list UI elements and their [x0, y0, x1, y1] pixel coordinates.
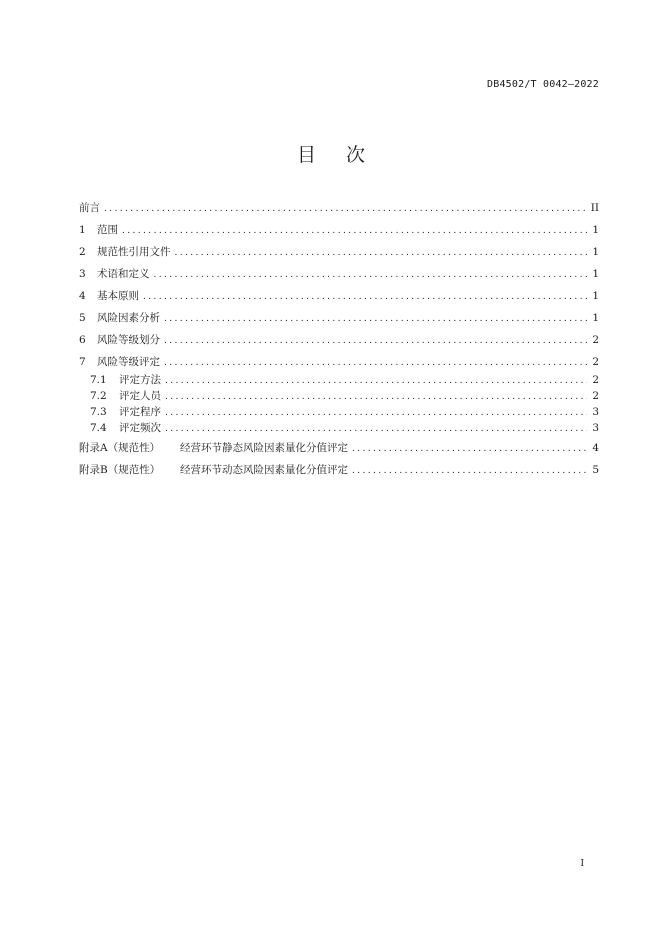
toc-entry-number: 2 — [79, 246, 86, 258]
toc-entry-number: 6 — [79, 334, 86, 346]
toc-leader-dots — [352, 466, 587, 476]
toc-entry-6[interactable] — [79, 332, 599, 354]
toc-entry-label: 规范性引用文件 — [97, 246, 171, 258]
toc-entry-label: 经营环节静态风险因素量化分值评定 — [180, 442, 348, 454]
toc-entry-label: 术语和定义 — [97, 268, 150, 280]
toc-entry-page: 3 — [592, 406, 599, 418]
toc-entry-1[interactable] — [79, 222, 599, 244]
toc-leader-dots — [164, 314, 587, 324]
toc-entry-number: 5 — [79, 312, 86, 324]
page-title: 目次 — [296, 144, 395, 166]
toc-entry-foreword[interactable] — [79, 200, 599, 222]
toc-entry-number: 7 — [79, 356, 86, 368]
toc-leader-dots — [143, 292, 587, 302]
toc-entry-number: 7.1 — [90, 374, 107, 386]
toc-entry-3[interactable] — [79, 266, 599, 288]
toc-entry-label: 基本原则 — [97, 290, 139, 302]
toc-entry-label: 风险等级评定 — [97, 356, 160, 368]
toc-entry-page: 2 — [592, 374, 599, 386]
toc-entry-label: 评定频次 — [119, 422, 161, 434]
toc-entry-label: 评定方法 — [119, 374, 161, 386]
toc-entry-7-1[interactable] — [79, 372, 599, 388]
toc-leader-dots — [165, 376, 587, 386]
toc-entry-label: 经营环节动态风险因素量化分值评定 — [180, 464, 348, 476]
toc-entry-number: 3 — [79, 268, 86, 280]
toc-entry-page: 2 — [592, 356, 599, 368]
toc-leader-dots — [175, 248, 588, 258]
toc-entry-page: 1 — [592, 268, 599, 280]
toc-leader-dots — [165, 424, 587, 434]
toc-entry-label: 风险因素分析 — [97, 312, 160, 324]
toc-entry-label: 评定人员 — [119, 390, 161, 402]
toc-entry-number: 7.2 — [90, 390, 107, 402]
toc-entry-annex-b[interactable] — [79, 462, 599, 484]
toc-entry-label: 评定程序 — [119, 406, 161, 418]
toc-entry-7-3[interactable] — [79, 404, 599, 420]
toc-leader-dots — [154, 270, 588, 280]
toc-entry-4[interactable] — [79, 288, 599, 310]
toc-entry-label: 风险等级划分 — [97, 334, 160, 346]
toc-entry-number: 7.4 — [90, 422, 107, 434]
toc-entry-page: 1 — [592, 312, 599, 324]
toc-entry-page: 1 — [592, 224, 599, 236]
toc-leader-dots — [164, 336, 587, 346]
toc-entry-number: 4 — [79, 290, 86, 302]
toc-leader-dots — [352, 444, 587, 454]
toc-entry-page: 2 — [592, 390, 599, 402]
toc-leader-dots — [165, 392, 587, 402]
toc-entry-page: 1 — [592, 290, 599, 302]
document-code: DB4502/T 0042—2022 — [487, 79, 599, 90]
toc-leader-dots — [122, 226, 587, 236]
toc-entry-5[interactable] — [79, 310, 599, 332]
toc-entry-number: 附录A（规范性） — [79, 442, 161, 454]
toc-entry-7[interactable] — [79, 354, 599, 372]
toc-entry-page: 2 — [592, 334, 599, 346]
toc-entry-label: 前言 — [79, 202, 100, 214]
toc-entry-label: 范围 — [97, 224, 118, 236]
toc-entry-annex-a[interactable] — [79, 440, 599, 462]
page-number: I — [580, 859, 584, 869]
toc-entry-page: 5 — [592, 464, 599, 476]
toc-entry-7-4[interactable] — [79, 420, 599, 440]
toc-entry-page: 3 — [592, 422, 599, 434]
toc-leader-dots — [165, 408, 587, 418]
toc-leader-dots — [104, 204, 587, 214]
toc-entry-number: 7.3 — [90, 406, 107, 418]
toc-entry-number: 1 — [79, 224, 86, 236]
table-of-contents — [79, 200, 599, 484]
toc-entry-page: II — [590, 202, 599, 214]
toc-entry-page: 1 — [592, 246, 599, 258]
toc-entry-2[interactable] — [79, 244, 599, 266]
toc-entry-7-2[interactable] — [79, 388, 599, 404]
toc-leader-dots — [164, 358, 587, 368]
toc-entry-number: 附录B（规范性） — [79, 464, 161, 476]
toc-entry-page: 4 — [592, 442, 599, 454]
